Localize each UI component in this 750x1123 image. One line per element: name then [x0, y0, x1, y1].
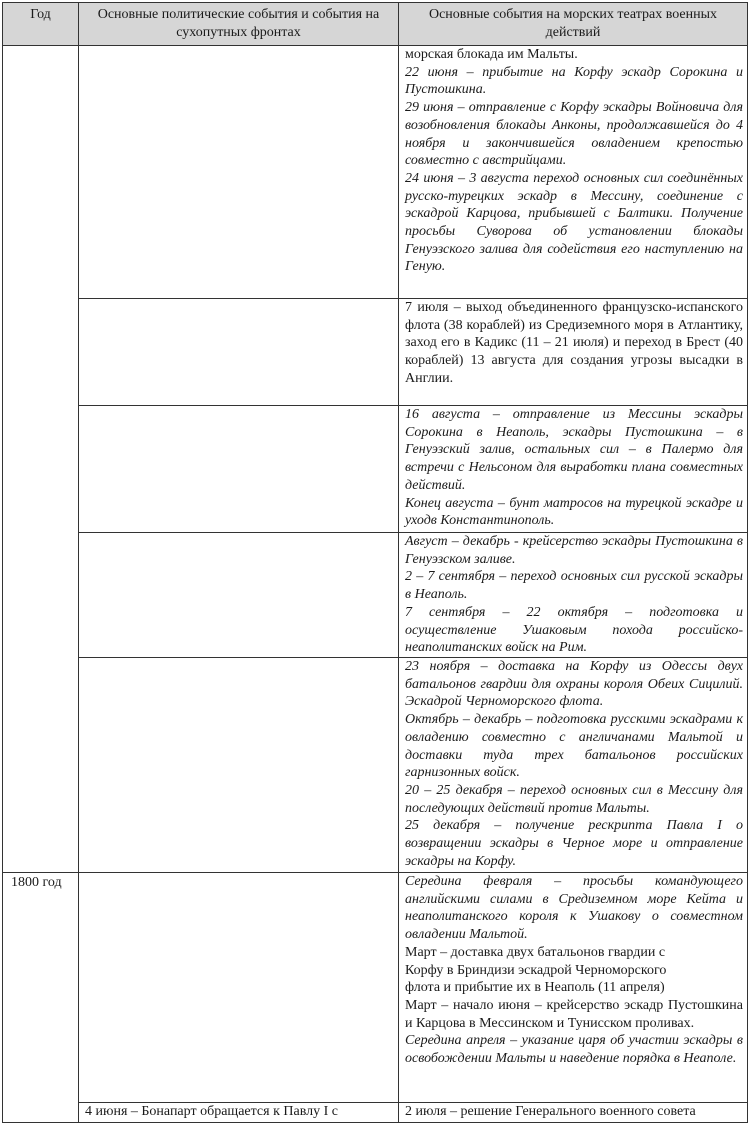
sea-event: 2 – 7 сентября – переход основных сил русской эскадры в Неаполь. [405, 569, 743, 603]
land-cell [79, 299, 399, 406]
sea-event: Октябрь – декабрь – подготовка русскими эскадрами к овладению совместно с англичанами Мальтой и доставки туда трех батальонов российских гарнизонных войск. [405, 712, 743, 781]
land-cell [79, 533, 399, 658]
chronology-table [2, 2, 748, 1123]
table-row [3, 46, 748, 299]
sea-cell [399, 658, 748, 873]
sea-event: Март – начало июня – крейсерство эскадр Пустошкина и Карцова в Мессинском и Тунисском проливах. [405, 997, 743, 1031]
sea-event: 25 декабря – получение рескрипта Павла I о возвращении эскадры в Черное море и отправление эскадры на Корфу. [405, 818, 743, 869]
sea-event: Середина февраля – просьбы командующего английскими силами в Средиземном море Кейта и неаполитанского короля к Ушакову о совместном овладении Мальтой. [405, 874, 743, 943]
sea-cell [399, 46, 748, 299]
sea-event: 2 июля – решение Генерального военного совета [405, 1104, 696, 1119]
land-cell [79, 658, 399, 873]
table-row [3, 406, 748, 533]
land-cell: 4 июня – Бонапарт обращается к Павлу I с [79, 1103, 399, 1123]
sea-cell [399, 533, 748, 658]
sea-cell [399, 299, 748, 406]
table-body [3, 46, 748, 1123]
sea-event: 7 сентября – 22 октября – подготовка и осуществление Ушаковым похода российско-неаполитанских войск на Рим. [405, 604, 743, 656]
sea-event: морская блокада им Мальты. [405, 47, 578, 62]
table-row [3, 1103, 748, 1123]
table-row [3, 658, 748, 873]
sea-event: Конец августа – бунт матросов на турецкой эскадре и уходв Константинополь. [405, 495, 743, 529]
sea-event: 16 августа – отправление из Мессины эскадры Сорокина в Неаполь, эскадры Пустошкина – в Генуэзский залив, остальных сил – в Палермо для встречи с Нельсоном для выработки плана совместных действий. [405, 407, 743, 493]
table-row [3, 533, 748, 658]
land-cell [79, 406, 399, 533]
sea-event: Август – декабрь - крейсерство эскадры Пустошкина в Генуэзском заливе. [405, 534, 743, 567]
header-row [3, 3, 748, 46]
sea-event: Март – доставка двух батальонов гвардии с Корфу в Бриндизи эскадрой Черноморского флота и прибытие их в Неаполь (11 апреля) [405, 944, 667, 996]
sea-event: 24 июня – 3 августа переход основных сил соединённых русско-турецких эскадр в Мессину, соединение с эскадрой Карцова, прибывшей с Балтики. Получение просьбы Суворова об установлении блокады Генуэзского залива для содействия его наступлению на Геную. [405, 170, 743, 275]
sea-cell [399, 406, 748, 533]
table-row [3, 873, 748, 1103]
header-year: Год [3, 3, 79, 46]
sea-cell [399, 873, 748, 1103]
land-cell [79, 873, 399, 1103]
year-cell [3, 46, 79, 873]
year-cell: 1800 год [3, 873, 79, 1123]
header-land-events: Основные политические события и события на сухопутных фронтах [79, 3, 399, 46]
sea-event: 22 июня – прибытие на Корфу эскадр Сорокина и Пустошкина. [405, 64, 743, 98]
sea-event: 29 июня – отправление с Корфу эскадры Войновича для возобновления блокады Анконы, продолжавшейся до 4 ноября и закончившейся овладением крепостью совместно с австрийцами. [405, 100, 743, 169]
sea-event: 20 – 25 декабря – переход основных сил в Мессину для последующих действий против Мальты. [405, 782, 743, 816]
sea-event: 7 июля – выход объединенного французско-испанского флота (38 кораблей) из Средиземного моря в Атлантику, заход его в Кадикс (11 – 21 июля) и переход в Брест (40 кораблей) 13 августа для создания угрозы высадки в Англии. [405, 300, 743, 386]
land-cell [79, 46, 399, 299]
sea-event: Середина апреля – указание царя об участии эскадры в освобождении Мальты и наведение порядка в Неаполе. [405, 1033, 743, 1067]
sea-event: 23 ноября – доставка на Корфу из Одессы двух батальонов гвардии для охраны короля Обеих Сицилий. Эскадрой Черноморского флота. [405, 659, 743, 710]
table-row [3, 299, 748, 406]
sea-cell [399, 1103, 748, 1123]
header-sea-events: Основные события на морских театрах военных действий [399, 3, 748, 46]
